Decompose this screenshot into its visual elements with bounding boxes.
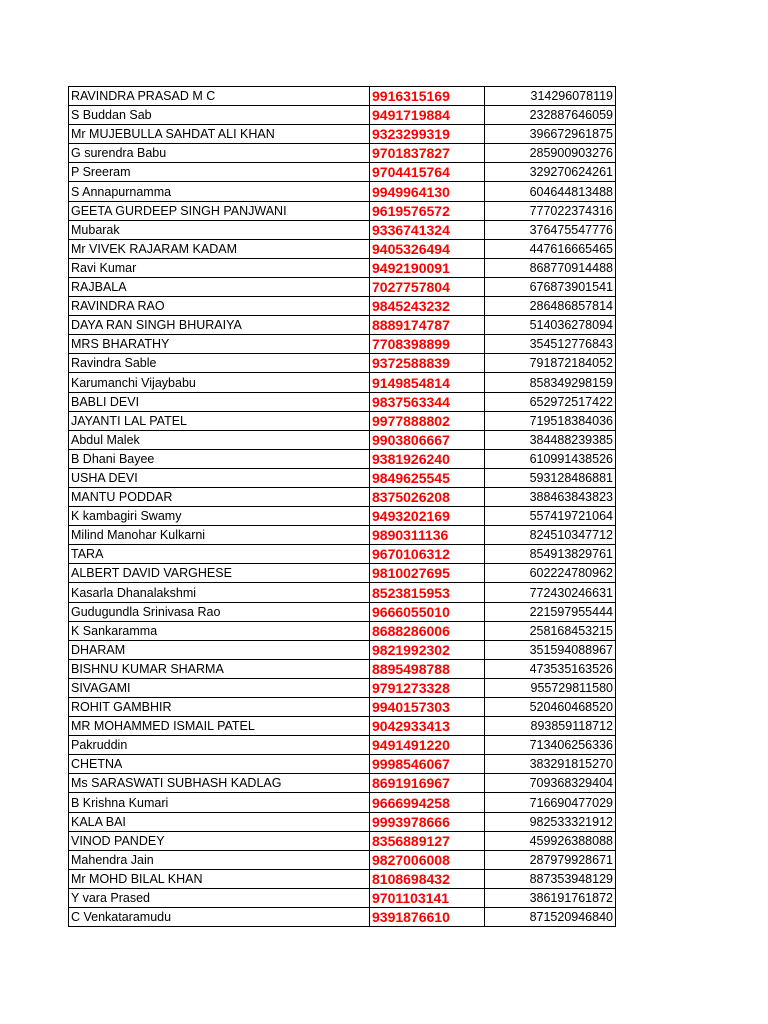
- id-number-cell[interactable]: 858349298159: [485, 373, 616, 392]
- name-cell[interactable]: KALA BAI: [69, 812, 370, 831]
- id-number-cell[interactable]: 447616665465: [485, 239, 616, 258]
- table-row: [69, 373, 616, 392]
- phone-cell[interactable]: 9949964130: [370, 182, 485, 201]
- table-row: [69, 793, 616, 812]
- name-cell[interactable]: BISHNU KUMAR SHARMA: [69, 659, 370, 678]
- name-cell[interactable]: VINOD PANDEY: [69, 831, 370, 850]
- table-row: [69, 201, 616, 220]
- phone-cell[interactable]: 9845243232: [370, 297, 485, 316]
- table-body: [69, 87, 616, 927]
- table-row: [69, 678, 616, 697]
- name-cell[interactable]: S Annapurnamma: [69, 182, 370, 201]
- id-number-cell[interactable]: 713406256336: [485, 736, 616, 755]
- id-number-cell[interactable]: 709368329404: [485, 774, 616, 793]
- id-number-cell[interactable]: 557419721064: [485, 507, 616, 526]
- id-number-cell[interactable]: 955729811580: [485, 678, 616, 697]
- id-number-cell[interactable]: 719518384036: [485, 411, 616, 430]
- table-row: [69, 354, 616, 373]
- phone-cell[interactable]: 9810027695: [370, 564, 485, 583]
- table-row: [69, 736, 616, 755]
- id-number-cell[interactable]: 887353948129: [485, 869, 616, 888]
- phone-cell[interactable]: 9336741324: [370, 220, 485, 239]
- phone-cell[interactable]: 9940157303: [370, 698, 485, 717]
- table-row: [69, 392, 616, 411]
- phone-cell[interactable]: 8108698432: [370, 869, 485, 888]
- phone-cell[interactable]: 8356889127: [370, 831, 485, 850]
- table-row: [69, 258, 616, 277]
- id-number-cell[interactable]: 329270624261: [485, 163, 616, 182]
- table-row: [69, 850, 616, 869]
- table-row: [69, 717, 616, 736]
- id-number-cell[interactable]: 824510347712: [485, 526, 616, 545]
- phone-cell[interactable]: 9149854814: [370, 373, 485, 392]
- table-row: [69, 774, 616, 793]
- name-cell[interactable]: Ravi Kumar: [69, 258, 370, 277]
- name-cell[interactable]: Mr VIVEK RAJARAM KADAM: [69, 239, 370, 258]
- table-row: [69, 526, 616, 545]
- id-number-cell[interactable]: 287979928671: [485, 850, 616, 869]
- table-row: [69, 888, 616, 907]
- phone-cell[interactable]: 9827006008: [370, 850, 485, 869]
- id-number-cell[interactable]: 258168453215: [485, 621, 616, 640]
- name-cell[interactable]: Mahendra Jain: [69, 850, 370, 869]
- name-cell[interactable]: Kasarla Dhanalakshmi: [69, 583, 370, 602]
- phone-cell[interactable]: 9381926240: [370, 449, 485, 468]
- name-cell[interactable]: GEETA GURDEEP SINGH PANJWANI: [69, 201, 370, 220]
- phone-cell[interactable]: 9666055010: [370, 602, 485, 621]
- table-row: [69, 583, 616, 602]
- name-cell[interactable]: Y vara Prased: [69, 888, 370, 907]
- phone-cell[interactable]: 9670106312: [370, 545, 485, 564]
- name-cell[interactable]: DAYA RAN SINGH BHURAIYA: [69, 316, 370, 335]
- id-number-cell[interactable]: 386191761872: [485, 888, 616, 907]
- phone-cell[interactable]: 8523815953: [370, 583, 485, 602]
- table-row: [69, 106, 616, 125]
- table-row: [69, 411, 616, 430]
- table-row: [69, 468, 616, 487]
- table-row: [69, 277, 616, 296]
- phone-cell[interactable]: 9701103141: [370, 888, 485, 907]
- table-row: [69, 755, 616, 774]
- name-cell[interactable]: MANTU PODDAR: [69, 487, 370, 506]
- table-row: [69, 545, 616, 564]
- phone-cell[interactable]: 9493202169: [370, 507, 485, 526]
- name-cell[interactable]: Mubarak: [69, 220, 370, 239]
- table-row: [69, 297, 616, 316]
- name-cell[interactable]: BABLI DEVI: [69, 392, 370, 411]
- phone-cell[interactable]: 9666994258: [370, 793, 485, 812]
- id-number-cell[interactable]: 854913829761: [485, 545, 616, 564]
- name-cell[interactable]: C Venkataramudu: [69, 908, 370, 927]
- table-row: [69, 908, 616, 927]
- phone-cell[interactable]: 9619576572: [370, 201, 485, 220]
- table-row: [69, 239, 616, 258]
- name-cell[interactable]: ALBERT DAVID VARGHESE: [69, 564, 370, 583]
- id-number-cell[interactable]: 772430246631: [485, 583, 616, 602]
- table-row: [69, 621, 616, 640]
- phone-cell[interactable]: 9837563344: [370, 392, 485, 411]
- phone-cell[interactable]: 9491719884: [370, 106, 485, 125]
- id-number-cell[interactable]: 396672961875: [485, 125, 616, 144]
- id-number-cell[interactable]: 285900903276: [485, 144, 616, 163]
- phone-cell[interactable]: 9890311136: [370, 526, 485, 545]
- id-number-cell[interactable]: 388463843823: [485, 487, 616, 506]
- phone-cell[interactable]: 9849625545: [370, 468, 485, 487]
- table-row: [69, 144, 616, 163]
- name-cell[interactable]: RAVINDRA PRASAD M C: [69, 87, 370, 106]
- name-cell[interactable]: Karumanchi Vijaybabu: [69, 373, 370, 392]
- name-cell[interactable]: Abdul Malek: [69, 430, 370, 449]
- phone-cell[interactable]: 8889174787: [370, 316, 485, 335]
- phone-cell[interactable]: 9042933413: [370, 717, 485, 736]
- table-row: [69, 316, 616, 335]
- phone-cell[interactable]: 8688286006: [370, 621, 485, 640]
- name-cell[interactable]: Ms SARASWATI SUBHASH KADLAG: [69, 774, 370, 793]
- table-row: [69, 220, 616, 239]
- table-row: [69, 487, 616, 506]
- phone-cell[interactable]: 9821992302: [370, 640, 485, 659]
- phone-cell[interactable]: 9405326494: [370, 239, 485, 258]
- id-number-cell[interactable]: 791872184052: [485, 354, 616, 373]
- phone-cell[interactable]: 9791273328: [370, 678, 485, 697]
- id-number-cell[interactable]: 602224780962: [485, 564, 616, 583]
- id-number-cell[interactable]: 232887646059: [485, 106, 616, 125]
- phone-cell[interactable]: 9323299319: [370, 125, 485, 144]
- id-number-cell[interactable]: 676873901541: [485, 277, 616, 296]
- name-cell[interactable]: MR MOHAMMED ISMAIL PATEL: [69, 717, 370, 736]
- phone-cell[interactable]: 7027757804: [370, 277, 485, 296]
- id-number-cell[interactable]: 716690477029: [485, 793, 616, 812]
- name-cell[interactable]: RAJBALA: [69, 277, 370, 296]
- id-number-cell[interactable]: 459926388088: [485, 831, 616, 850]
- name-cell[interactable]: Pakruddin: [69, 736, 370, 755]
- name-cell[interactable]: G surendra Babu: [69, 144, 370, 163]
- name-cell[interactable]: CHETNA: [69, 755, 370, 774]
- id-number-cell[interactable]: 351594088967: [485, 640, 616, 659]
- table-row: [69, 812, 616, 831]
- table-row: [69, 640, 616, 659]
- id-number-cell[interactable]: 314296078119: [485, 87, 616, 106]
- phone-cell[interactable]: 9492190091: [370, 258, 485, 277]
- id-number-cell[interactable]: 383291815270: [485, 755, 616, 774]
- phone-cell[interactable]: 9391876610: [370, 908, 485, 927]
- id-number-cell[interactable]: 354512776843: [485, 335, 616, 354]
- phone-cell[interactable]: 9998546067: [370, 755, 485, 774]
- name-cell[interactable]: B Dhani Bayee: [69, 449, 370, 468]
- name-cell[interactable]: JAYANTI LAL PATEL: [69, 411, 370, 430]
- id-number-cell[interactable]: 604644813488: [485, 182, 616, 201]
- name-cell[interactable]: Milind Manohar Kulkarni: [69, 526, 370, 545]
- id-number-cell[interactable]: 868770914488: [485, 258, 616, 277]
- table-row: [69, 564, 616, 583]
- id-number-cell[interactable]: 871520946840: [485, 908, 616, 927]
- phone-cell[interactable]: 9704415764: [370, 163, 485, 182]
- name-cell[interactable]: Gudugundla Srinivasa Rao: [69, 602, 370, 621]
- phone-cell[interactable]: 9977888802: [370, 411, 485, 430]
- name-cell[interactable]: Mr MUJEBULLA SAHDAT ALI KHAN: [69, 125, 370, 144]
- id-number-cell[interactable]: 376475547776: [485, 220, 616, 239]
- id-number-cell[interactable]: 610991438526: [485, 449, 616, 468]
- id-number-cell[interactable]: 286486857814: [485, 297, 616, 316]
- id-number-cell[interactable]: 893859118712: [485, 717, 616, 736]
- phone-cell[interactable]: 9372588839: [370, 354, 485, 373]
- name-cell[interactable]: ROHIT GAMBHIR: [69, 698, 370, 717]
- name-cell[interactable]: B Krishna Kumari: [69, 793, 370, 812]
- name-cell[interactable]: K kambagiri Swamy: [69, 507, 370, 526]
- table-row: [69, 335, 616, 354]
- table-row: [69, 869, 616, 888]
- name-cell[interactable]: SIVAGAMI: [69, 678, 370, 697]
- phone-cell[interactable]: 9993978666: [370, 812, 485, 831]
- phone-cell[interactable]: 7708398899: [370, 335, 485, 354]
- name-cell[interactable]: Ravindra Sable: [69, 354, 370, 373]
- id-number-cell[interactable]: 652972517422: [485, 392, 616, 411]
- phone-cell[interactable]: 9491491220: [370, 736, 485, 755]
- table-row: [69, 507, 616, 526]
- name-cell[interactable]: Mr MOHD BILAL KHAN: [69, 869, 370, 888]
- name-cell[interactable]: S Buddan Sab: [69, 106, 370, 125]
- table-row: [69, 449, 616, 468]
- name-cell[interactable]: RAVINDRA RAO: [69, 297, 370, 316]
- table-row: [69, 602, 616, 621]
- phone-cell[interactable]: 9916315169: [370, 87, 485, 106]
- phone-cell[interactable]: 8895498788: [370, 659, 485, 678]
- id-number-cell[interactable]: 593128486881: [485, 468, 616, 487]
- id-number-cell[interactable]: 777022374316: [485, 201, 616, 220]
- table-row: [69, 125, 616, 144]
- id-number-cell[interactable]: 473535163526: [485, 659, 616, 678]
- id-number-cell[interactable]: 520460468520: [485, 698, 616, 717]
- name-cell[interactable]: P Sreeram: [69, 163, 370, 182]
- name-cell[interactable]: K Sankaramma: [69, 621, 370, 640]
- table-row: [69, 430, 616, 449]
- table-row: [69, 659, 616, 678]
- table-row: [69, 87, 616, 106]
- id-number-cell[interactable]: 514036278094: [485, 316, 616, 335]
- table-row: [69, 182, 616, 201]
- name-cell[interactable]: TARA: [69, 545, 370, 564]
- id-number-cell[interactable]: 384488239385: [485, 430, 616, 449]
- id-number-cell[interactable]: 221597955444: [485, 602, 616, 621]
- name-cell[interactable]: MRS BHARATHY: [69, 335, 370, 354]
- data-table: [68, 86, 616, 927]
- table-row: [69, 163, 616, 182]
- table-row: [69, 698, 616, 717]
- id-number-cell[interactable]: 982533321912: [485, 812, 616, 831]
- phone-cell[interactable]: 9903806667: [370, 430, 485, 449]
- name-cell[interactable]: DHARAM: [69, 640, 370, 659]
- phone-cell[interactable]: 9701837827: [370, 144, 485, 163]
- table-row: [69, 831, 616, 850]
- phone-cell[interactable]: 8375026208: [370, 487, 485, 506]
- phone-cell[interactable]: 8691916967: [370, 774, 485, 793]
- name-cell[interactable]: USHA DEVI: [69, 468, 370, 487]
